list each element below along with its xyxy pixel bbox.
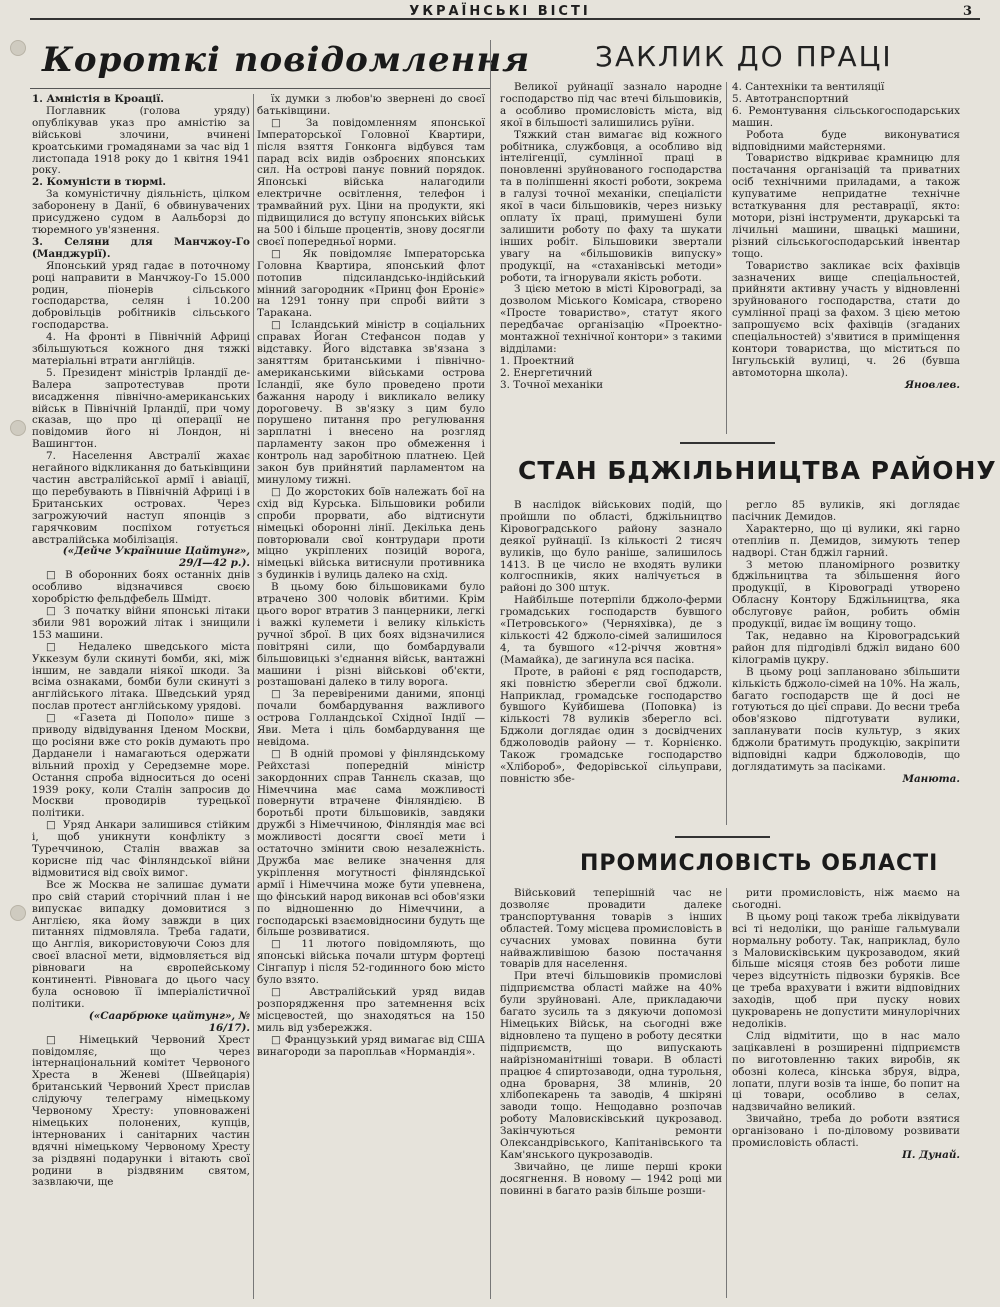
news-item: □ Французький уряд вимагає від США винагороди за паропльав «Нормандія». bbox=[257, 1035, 485, 1059]
paragraph: Так, недавно на Кіровоградський район для підгодівлі бджіл видано 600 кілограмів цукру. bbox=[732, 629, 960, 666]
column-divider bbox=[726, 82, 727, 434]
paragraph: В наслідок військових подій, що пройшли по області, бджільництво Кіровоградського району зазнало деякої руйнації. Із кількості 2 тисяч вуликів, що було раніше, залишилось 1413. В це число не входять вулики колгоспників, яких налічується в районі до 300 штук. bbox=[500, 500, 722, 595]
paragraph: Характерно, що ці вулики, які гарно отепліив п. Демидов, зимують тепер надворі. Стан бджіл гарний. bbox=[732, 522, 960, 559]
paragraph: Великої руйнації зазнало народне господарство під час втечі більшовиків, а особливо промисловість міста, від якої в більшості залишились руїни. bbox=[500, 82, 722, 129]
paragraph: За комуністичну діяльність, цілком заборонену в Данії, 6 обвинувачених присуджено судом в Аальборзі до тюремного ув'язнення. bbox=[32, 188, 250, 236]
short-news-title: Короткі повідомлення bbox=[42, 40, 531, 80]
beekeeping-title: СТАН БДЖІЛЬНИЦТВА РАЙОНУ bbox=[518, 456, 997, 485]
paragraph: Все ж Москва не залишає думати про свій старий сторічний план і не випускає випадку домовитися з Англією, яка йому завжди в цих питаннях підмовляла. Треба гадати, що Англія, використовуючи Союз для своєї власної мети, відмовляється від рівноваги на європейському континенті. Рівновага до цього часу була основою її імперіалістичної політики. bbox=[32, 878, 250, 1010]
paragraph: В цьому бою більшовиками було втрачено 300 чоловік вбитими. Крім цього ворог втратив 3 панцерники, легкі і важкі кулемети і велику кількість ручної зброї. В цих боях відзначилися повітряні сили, що бомбардували більшовицькі з'єднання військ, вантажні машини і різні військові об'єкти, розташовані далеко в тилу ворога. bbox=[257, 581, 485, 689]
list-item: 4. Сантехніки та вентиляції bbox=[732, 82, 885, 93]
news-item: □ З початку війни японські літаки збили 981 ворожий літак і знищили 153 машини. bbox=[32, 606, 250, 642]
paragraph: При втечі більшовиків промислові підприємства області майже на 40% були зруйновані. Але, прикладаючи багато зусиль та з дякуючи допомозі Німецьких Військ, на сьогодні вже відновлено та пущено в роботу десятки підприємств, що випускають найрізноманітніші товари. В області працює 4 спиртозаводи, одна турольня, одна броварня, 38 млинів, 20 хлібопекарень та заводів, 4 шкіряні заводи тощо. Нещодавно розпочав роботу Маловисківський цукрозавод. Закінчуються ремонти Олександрівського, Капітанівського та Кам'янського цукрозаводів. bbox=[500, 970, 722, 1161]
section-rule bbox=[680, 442, 775, 444]
news-item: □ В оборонних боях останніх днів особливо відзначився своєю хоробрістю фельдфебель Шмідт. bbox=[32, 570, 250, 606]
paragraph: Робота буде виконуватися відповідними майстернями. bbox=[732, 128, 960, 153]
paragraph: Тяжкий стан вимагає від кожного робітника, службовця, а особливо від інтелігенції, сумлінної праці в поновленні зруйнованого господарства та в поліпшенні якості роботи, зокрема в галузі точної механіки, спеціалісти якої в часи більшовиків, через низьку оплату їх праці, примушені були залишити роботу по фаху та шукати інших робіт. Більшовики звертали увагу на «більшовиків випуску» продукції, на «стаханівські методи» роботи, та ігнорували якість роботи. bbox=[500, 128, 722, 284]
paragraph: регло 85 вуликів, які доглядає пасічник Демидов. bbox=[732, 500, 960, 523]
paragraph: їх думки з любов'ю звернені до своєї батьківщини. bbox=[257, 94, 485, 117]
list-item: 2. Енергетичний bbox=[500, 366, 593, 379]
news-item: □ «Газета ді Пополо» пише з приводу відвідування Іденом Москви, що росіяни вже сто років думають про Дарданели і намагаються одержати вільний прохід у Середземне море. Остання спроба відноситься до осені 1939 року, коли Сталін запросив до Москви проводирів турецької політики. bbox=[32, 713, 250, 820]
paragraph: Слід відмітити, що в нас мало зацікавлені в розширенні підприємств по виготовленню таких виробів, як обозні колеса, кінська збруя, відра, лопати, плуги возів та інше, бо попит на ці товари, особливо в селах, надзвичайно великий. bbox=[732, 1029, 960, 1114]
news-item-heading: 2. Комуністи в тюрмі. bbox=[32, 176, 166, 189]
news-item: □ Недалеко шведського міста Уккезум були скинуті бомби, які, між іншим, не завдали ніякої шкоди. За всіма ознаками, бомби були скинуті з англійського літака. Шведський уряд послав протест англійському урядові. bbox=[32, 642, 250, 713]
paragraph: З цією метою в місті Кіровограді, за дозволом Міського Комісара, створено «Просте товариство», статут якого передбачає організацію «Проектно-монтажної технічної контори» з такими відділами: bbox=[500, 283, 722, 355]
news-item: □ В одній промові у фінляндському Рейхстазі попередній міністр закордонних справ Таннєль сказав, що Німеччина має сама можливості повернути втрачене Фінляндією. В боротьбі проти більшовиків, завдяки дружбі з Німеччиною, Фінляндія має всі можливості досягти своєї мети і остаточно змінити свою незалежність. Дружба має велике значення для укріплення могутності фінляндської армії і Німеччина може бути упевнена, що фінський народ виконав всі обов'язки по відношенню до Німеччини, а господарські взаємовідносини будуть ще більше розвиватися. bbox=[257, 749, 485, 940]
news-item: □ До жорстоких боїв належать бої на схід від Курська. Більшовики робили спроби прорвати, або відтиснути німецькі оборонні лінії. Декілька день повторювали свої контрудари проти міцно укріплених позицій ворога, німецькі війська витиснули противника з будинків і вулиць далеко на схід. bbox=[257, 487, 485, 582]
news-item: □ Уряд Анкари залишився стійким і, щоб уникнути конфлікту з Туреччиною, Сталін вважав за корисне під час Фінляндської війни відмовитися від своїх вимог. bbox=[32, 820, 250, 880]
list-item: 6. Ремонтування сільськогосподарських машин. bbox=[732, 104, 960, 129]
paragraph: Звичайно, треба до роботи взятися організовано і по-діловому розвивати промисловість області. bbox=[732, 1113, 960, 1150]
paragraph: З метою планомірного розвитку бджільництва та збільшення його продукції, в Кіровограді утворено Обласну Контору Бджільництва, яка обслуговує район, робить обмін продукції, видає їм вощину тощо. bbox=[732, 558, 960, 631]
news-item: □ Австралійський уряд видав розпорядження про затемнення всіх місцевостей, що знаходяться на 150 миль від узбережжя. bbox=[257, 987, 485, 1035]
author-signature: П. Дунай. bbox=[902, 1148, 960, 1161]
source-citation: («Саарбрюке цайтунг», № 16/17). bbox=[88, 1009, 250, 1034]
page-number: 3 bbox=[962, 4, 972, 19]
call-to-work-title: ЗАКЛИК ДО ПРАЦІ bbox=[595, 40, 893, 73]
paragraph: Поглавник (голова уряду) опублікував указ про амністію за військові злочини, вчинені кроатськими громадянами за час від 1 листопада 1918 року до 1 квітня 1941 року. bbox=[32, 104, 250, 177]
paragraph: 7. Населення Австралії жахає негайного відкликання до батьківщини частин австралійської армії і авіації, що перебувають в Північній Африці і в Британських островах. Через загрожуючий наступ японців з гарячковим поспіхом готується австралійська мобілізація. bbox=[32, 450, 250, 546]
beekeeping-column-2 bbox=[732, 500, 960, 825]
masthead: УКРАЇНСЬКІ ВІСТІ bbox=[409, 4, 591, 19]
news-item: □ За повідомленням японської Імператорської Головної Квартири, після взяття Гонконга відбувся там парад всіх видів озброєних японських сил. На острові панує повний порядок. Японські війська налагодили електричне освітлення, телефон і трамвайний рух. Ціни на продукти, які підвищилися до вступу японських військ на 500 і більше процентів, знову досягли своєї попередньої норми. bbox=[257, 118, 485, 249]
author-signature: Яновлев. bbox=[904, 378, 960, 391]
list-item: 3. Точної механіки bbox=[500, 378, 604, 391]
paragraph: 5. Президент міністрів Ірландії де-Валера запротестував проти висадження північно-американських військ в Північній Ірландії, при чому сказав, що про ці операції не повідомив його ні Лондон, ні Вашингтон. bbox=[32, 366, 250, 451]
news-item-heading: 3. Селяни для Манчжоу-Го (Манджурії). bbox=[32, 235, 250, 260]
news-item: □ Як повідомляє Імператорська Головна Квартира, японський флот потопив підсиландсько-індійський мінний загородник «Принц фон Ероніє» на 1291 тонну при спробі вийти з Таракана. bbox=[257, 249, 485, 320]
column-divider bbox=[253, 94, 254, 1299]
list-item: 5. Автотранспортний bbox=[732, 92, 849, 105]
paragraph: Товариство закликає всіх фахівців зазначених вище спеціальностей, прийняти активну участь у відновленні зруйнованого господарства, стати до сумлінної праці за фахом. З цією метою запрошуємо всіх фахівців (згаданих спеціальностей) з'явитися в приміщення контори товариства, що міститься по Інгульській вулиці, ч. 26 (бувша автомоторна школа). bbox=[732, 259, 960, 379]
paragraph: Японський уряд гадає в поточному році направити в Манчжоу-Го 15.000 родин, піонерів сільського господарства, селян і 10.200 добровільців робітників сільського господарства. bbox=[32, 259, 250, 332]
paragraph: Звичайно, це лише перші кроки досягнення. В новому — 1942 році ми повинні в багато разів більше розши- bbox=[500, 1160, 722, 1197]
industry-column-2 bbox=[732, 888, 960, 1298]
paragraph: Військовий теперішній час не дозволяє провадити далеке транспортування товарів з інших областей. Тому місцева промисловість в сучасних умовах повинна бути найважливішою базою постачання товарів для населення. bbox=[500, 888, 722, 971]
column-divider bbox=[726, 888, 727, 1298]
paragraph: В цьому році заплановано збільшити кількість бджоло-сімей на 10%. На жаль, багато господарств ще й досі не готуються до цієї справи. До весни треба обов'язково підготувати вулики, запланувати посів культур, з яких бджоли братимуть продукцію, закріпити відповідні кадри бджоловодів, що доглядатимуть за пасіками. bbox=[732, 665, 960, 773]
list-item: 1. Проектний bbox=[500, 354, 575, 367]
news-item: □ За перевіреними даними, японці почали бомбардування важливого острова Голландської Східної Індії — Яви. Мета і ціль бомбардування ще невідома. bbox=[257, 689, 485, 749]
title-underline bbox=[30, 88, 490, 89]
paragraph: Найбільше потерпіли бджоло-ферми громадських господарств бувшого «Петровського» (Черняхівка), де з кількості 42 бджоло-сімей залишилося 4, та бувшого «12-річчя жовтня» (Мамайка), де загинула вся пасіка. bbox=[500, 594, 722, 666]
beekeeping-column-1 bbox=[500, 500, 722, 825]
paragraph: В цьому році також треба ліквідувати всі ті недоліки, що раніше гальмували нормальну роботу. Так, наприклад, було з Маловисківським цукрозаводом, який більше місяця стояв без роботи лише через відсутність підвозки буряків. Все це треба врахувати і вжити відповідних заходів, щоб при пуску нових цукроварень не допустити минулорічних недоліків. bbox=[732, 910, 960, 1030]
section-rule bbox=[675, 836, 770, 838]
punch-hole bbox=[10, 420, 26, 436]
news-item-heading: 1. Амністія в Кроації. bbox=[32, 94, 164, 105]
news-item: □ 11 лютого повідомляють, що японські війська почали штурм фортеці Сінгапур і після 52-годинного бою місто було взято. bbox=[257, 939, 485, 987]
industry-column-1 bbox=[500, 888, 722, 1298]
call-to-work-column-1 bbox=[500, 82, 722, 434]
header-rule bbox=[30, 18, 980, 20]
short-news-column-2 bbox=[257, 94, 485, 1299]
paragraph: Проте, в районі є ряд господарств, які повністю зберегли свої бджоли. Наприклад, громадське господарство бувшого Куйбишева (Поповка) із кількості 78 вуликів зберегло всі. Бджоли доглядає один з досвідчених бджоловодів району — т. Корнієнко. Також громадське господарство «Хлібороб», Федорівської сільуправи, повністю збе- bbox=[500, 665, 722, 785]
news-item: □ Ісландський міністр в соціальних справах Йоган Стефансон подав у відставку. Його відставка зв'язана з заняттям британськими і північно-американськими військами острова Ісландії, яке було проведено проти бажання народу і викликало велику дороговечу. В зв'язку з цим було порушено питання про регулювання зарплатні і внесено на розгляд парламенту закон про обмеження і контроль над заробітною платнею. Цей закон був прийнятий парламентом на минулому тижні. bbox=[257, 320, 485, 487]
source-citation: («Дейче Українише Цайтунг», 29/I—42 р.). bbox=[62, 545, 250, 570]
news-item: □ Німецький Червоний Хрест повідомляє, що через інтернаціональний комітет Червоного Хреста в Женеві (Швейцарія) британський Червоний Хрест прислав слідуючу телеграму німецькому Червоному Хресту: уповноважені німецьких полонених, купців, інтернованих і санітарних частин вдячні німецькому Червоному Хресту за різдвяні подарунки і вітають свої родини в різдвяним святом, зазвлаючи, ще bbox=[32, 1035, 250, 1190]
punch-hole bbox=[10, 40, 26, 56]
paragraph: рити промисловість, ніж маємо на сьогодні. bbox=[732, 888, 960, 911]
column-divider bbox=[490, 40, 491, 1299]
short-news-column-1 bbox=[32, 94, 250, 1299]
author-signature: Манюта. bbox=[902, 772, 960, 785]
paragraph: Товариство відкриває крамницю для постачання організацій та приватних осіб технічними приладами, а також купуватиме непридатне технічне встаткування для реставрації, якто: мотори, різні інструменти, друкарські та лічильні машини, швацькі машини, різний сільськогосподарський інвентар тощо. bbox=[732, 152, 960, 260]
call-to-work-column-2 bbox=[732, 82, 960, 434]
paragraph: 4. На фронті в Північній Африці збільшуються кожного дня тяжкі матеріальні втрати англійців. bbox=[32, 331, 250, 367]
industry-title: ПРОМИСЛОВІСТЬ ОБЛАСТІ bbox=[580, 851, 939, 876]
column-divider bbox=[726, 500, 727, 825]
punch-hole bbox=[10, 905, 26, 921]
